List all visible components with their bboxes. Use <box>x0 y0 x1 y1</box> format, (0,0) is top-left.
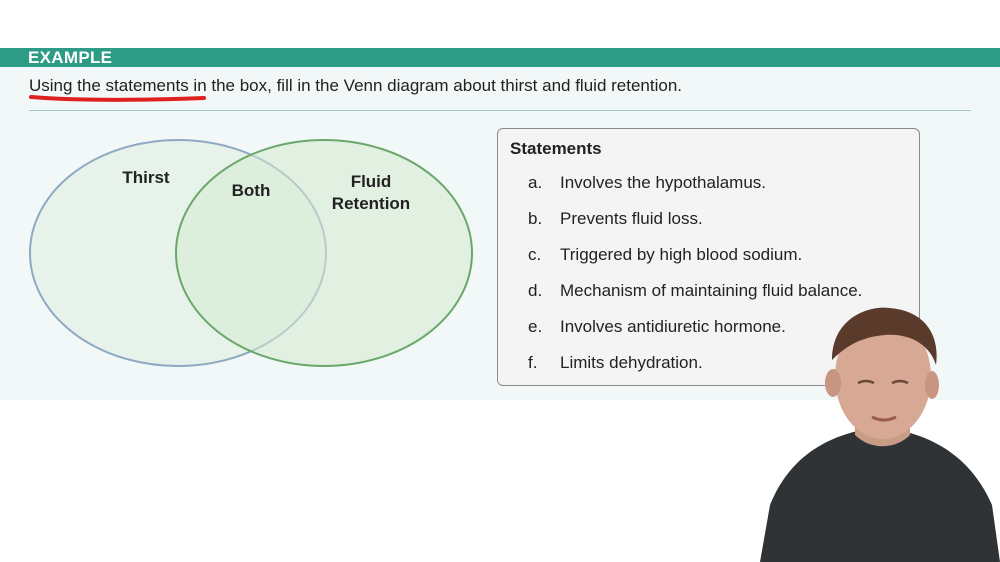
venn-label-both: Both <box>231 181 271 200</box>
statement-letter: b. <box>528 209 543 228</box>
statements-title: Statements <box>510 139 602 158</box>
statement-letter: d. <box>528 281 543 300</box>
venn-label-fluid-line2: Retention <box>331 194 411 213</box>
statement-item <box>528 209 703 229</box>
example-header-label: EXAMPLE <box>28 48 113 67</box>
presenter-shirt <box>760 427 1000 562</box>
statement-item <box>528 281 862 301</box>
statement-letter: e. <box>528 317 543 336</box>
statement-text: Triggered by high blood sodium. <box>560 245 803 264</box>
statement-item <box>528 245 802 265</box>
statement-item <box>528 353 703 373</box>
instruction-text: Using the statements in the box, fill in the Venn diagram about thirst and fluid retention. <box>29 76 682 95</box>
statement-text: Mechanism of maintaining fluid balance. <box>560 281 863 300</box>
statement-letter: f. <box>528 353 538 372</box>
statement-text: Limits dehydration. <box>560 353 703 372</box>
venn-label-fluid-line1: Fluid <box>350 172 392 191</box>
statement-text: Prevents fluid loss. <box>560 209 703 228</box>
statement-text: Involves antidiuretic hormone. <box>560 317 786 336</box>
statement-text: Involves the hypothalamus. <box>560 173 767 192</box>
statement-item <box>528 317 786 337</box>
statement-letter: c. <box>528 245 542 264</box>
venn-label-fluid-retention <box>320 171 422 215</box>
statement-item <box>528 173 766 193</box>
statement-letter: a. <box>528 173 543 192</box>
venn-label-thirst: Thirst <box>122 168 170 187</box>
presenter-video <box>760 305 1000 562</box>
